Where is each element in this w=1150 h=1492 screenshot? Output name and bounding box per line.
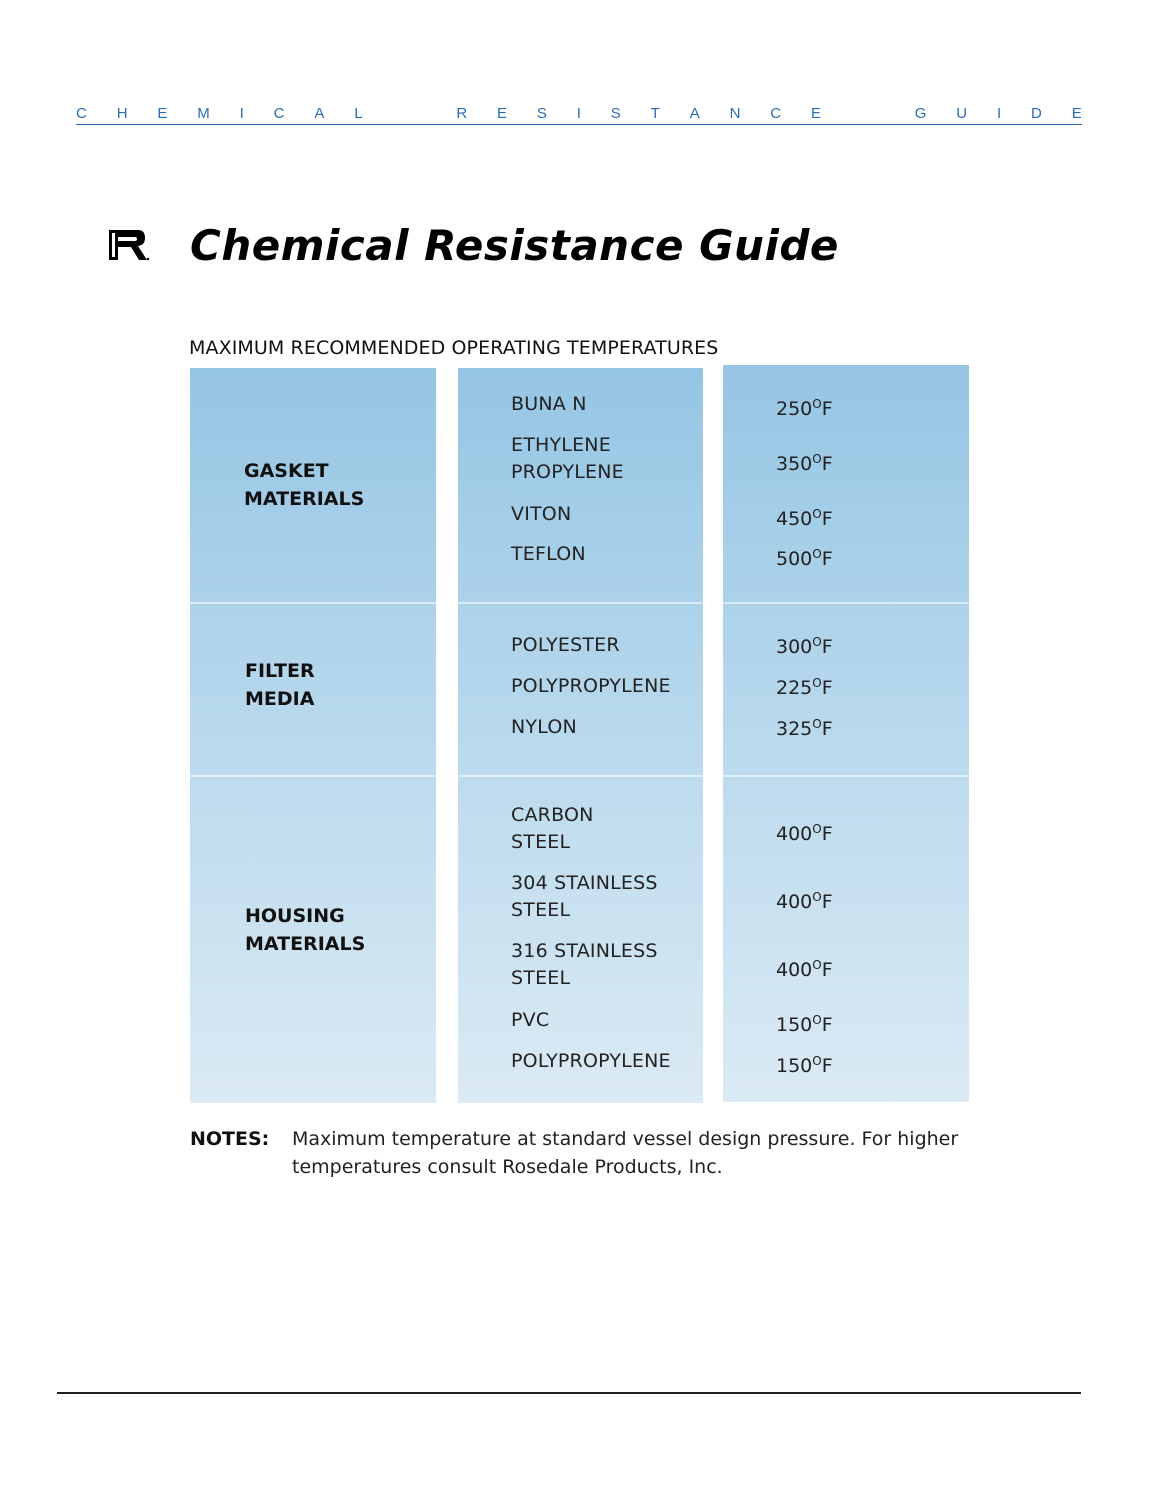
group-divider <box>723 602 969 604</box>
header-letter: E <box>810 105 821 122</box>
header-letter: S <box>536 105 547 122</box>
header-letter: S <box>610 105 621 122</box>
degree-symbol: O <box>812 1054 822 1068</box>
header-letter: E <box>157 105 168 122</box>
material-label: POLYPROPYLENE <box>511 1050 671 1072</box>
header-letter: A <box>314 105 325 122</box>
notes-label: NOTES: <box>190 1128 270 1150</box>
group-divider <box>190 775 436 777</box>
footer-rule <box>57 1392 1081 1394</box>
group-divider <box>190 602 436 604</box>
material-label: VITON <box>511 503 572 525</box>
temperature-unit: F <box>821 398 833 420</box>
temperature-unit: F <box>821 718 833 740</box>
temperature-value <box>776 629 833 661</box>
material-label: ETHYLENE PROPYLENE <box>511 434 624 483</box>
header-letter: C <box>76 105 87 122</box>
temperature-unit: F <box>821 636 833 658</box>
temperature-value <box>776 816 833 848</box>
degree-symbol: O <box>812 507 822 521</box>
rosedale-r-logo-icon <box>108 228 150 262</box>
temperature-unit: F <box>821 677 833 699</box>
category-label: HOUSING MATERIALS <box>245 905 366 955</box>
header-letter: D <box>1030 105 1042 122</box>
category-label: GASKET MATERIALS <box>244 460 365 510</box>
material-label: POLYESTER <box>511 634 620 656</box>
group-divider <box>458 775 703 777</box>
header-letter: U <box>956 105 968 122</box>
material-label: BUNA N <box>511 393 587 415</box>
temperature-unit: F <box>821 508 833 530</box>
temperature-number: 325 <box>776 718 813 740</box>
temperature-value <box>776 952 833 984</box>
header-letter: H <box>116 105 128 122</box>
temperature-unit: F <box>821 959 833 981</box>
temperature-number: 400 <box>776 959 813 981</box>
degree-symbol: O <box>812 676 822 690</box>
degree-symbol: O <box>812 822 822 836</box>
degree-symbol: O <box>812 958 822 972</box>
temperature-value <box>776 446 833 478</box>
degree-symbol: O <box>812 547 822 561</box>
header-letter: N <box>729 105 741 122</box>
notes-text: Maximum temperature at standard vessel design pressure. For higher temperatures consult Rosedale Products, Inc. <box>292 1128 959 1178</box>
running-header <box>76 104 1082 124</box>
material-label: TEFLON <box>511 543 586 565</box>
material-label: 316 STAINLESS STEEL <box>511 940 658 989</box>
temperature-value <box>776 1048 833 1080</box>
group-divider <box>458 602 703 604</box>
temperature-value <box>776 1007 833 1039</box>
temperature-number: 250 <box>776 398 813 420</box>
temperature-number: 225 <box>776 677 813 699</box>
temperature-value <box>776 501 833 533</box>
temperature-value <box>776 884 833 916</box>
degree-symbol: O <box>812 1013 822 1027</box>
temperature-unit: F <box>821 1055 833 1077</box>
header-word-gap <box>392 104 426 124</box>
header-letter: T <box>650 105 660 122</box>
header-letter: C <box>770 105 782 122</box>
material-label: PVC <box>511 1009 550 1031</box>
header-rule <box>76 124 1082 125</box>
group-divider <box>723 775 969 777</box>
temperature-number: 300 <box>776 636 813 658</box>
temperature-number: 400 <box>776 891 813 913</box>
header-letter: E <box>1071 105 1082 122</box>
material-label: 304 STAINLESS STEEL <box>511 872 658 921</box>
header-letter: R <box>456 105 468 122</box>
temperature-unit: F <box>821 891 833 913</box>
temperature-unit: F <box>821 823 833 845</box>
material-label: POLYPROPYLENE <box>511 675 671 697</box>
temperature-column <box>723 365 969 1102</box>
header-letter: A <box>689 105 700 122</box>
degree-symbol: O <box>812 717 822 731</box>
header-letter: I <box>576 105 581 122</box>
temperature-number: 500 <box>776 548 813 570</box>
temperature-value <box>776 541 833 573</box>
degree-symbol: O <box>812 890 822 904</box>
temperature-number: 150 <box>776 1014 813 1036</box>
header-letter: C <box>273 105 285 122</box>
temperature-number: 400 <box>776 823 813 845</box>
category-label: FILTER MEDIA <box>245 660 315 710</box>
header-letter: I <box>996 105 1002 122</box>
temperature-unit: F <box>821 453 833 475</box>
temperature-number: 150 <box>776 1055 813 1077</box>
temperature-unit: F <box>821 548 833 570</box>
temperature-unit: F <box>821 1014 833 1036</box>
temperature-number: 350 <box>776 453 813 475</box>
degree-symbol: O <box>812 397 822 411</box>
temperature-value <box>776 670 833 702</box>
header-word-gap <box>851 104 885 124</box>
temperature-number: 450 <box>776 508 813 530</box>
degree-symbol: O <box>812 452 822 466</box>
temperature-value <box>776 391 833 423</box>
header-letter: E <box>497 105 508 122</box>
header-letter: G <box>914 105 927 122</box>
temperature-value <box>776 711 833 743</box>
material-label: NYLON <box>511 716 577 738</box>
degree-symbol: O <box>812 635 822 649</box>
table-subtitle: MAXIMUM RECOMMENDED OPERATING TEMPERATURES <box>189 337 719 359</box>
header-letter: M <box>197 105 210 122</box>
header-letter: I <box>239 105 244 122</box>
page-title: Chemical Resistance Guide <box>190 221 839 270</box>
header-letter: L <box>354 105 363 122</box>
material-label: CARBON STEEL <box>511 804 594 853</box>
